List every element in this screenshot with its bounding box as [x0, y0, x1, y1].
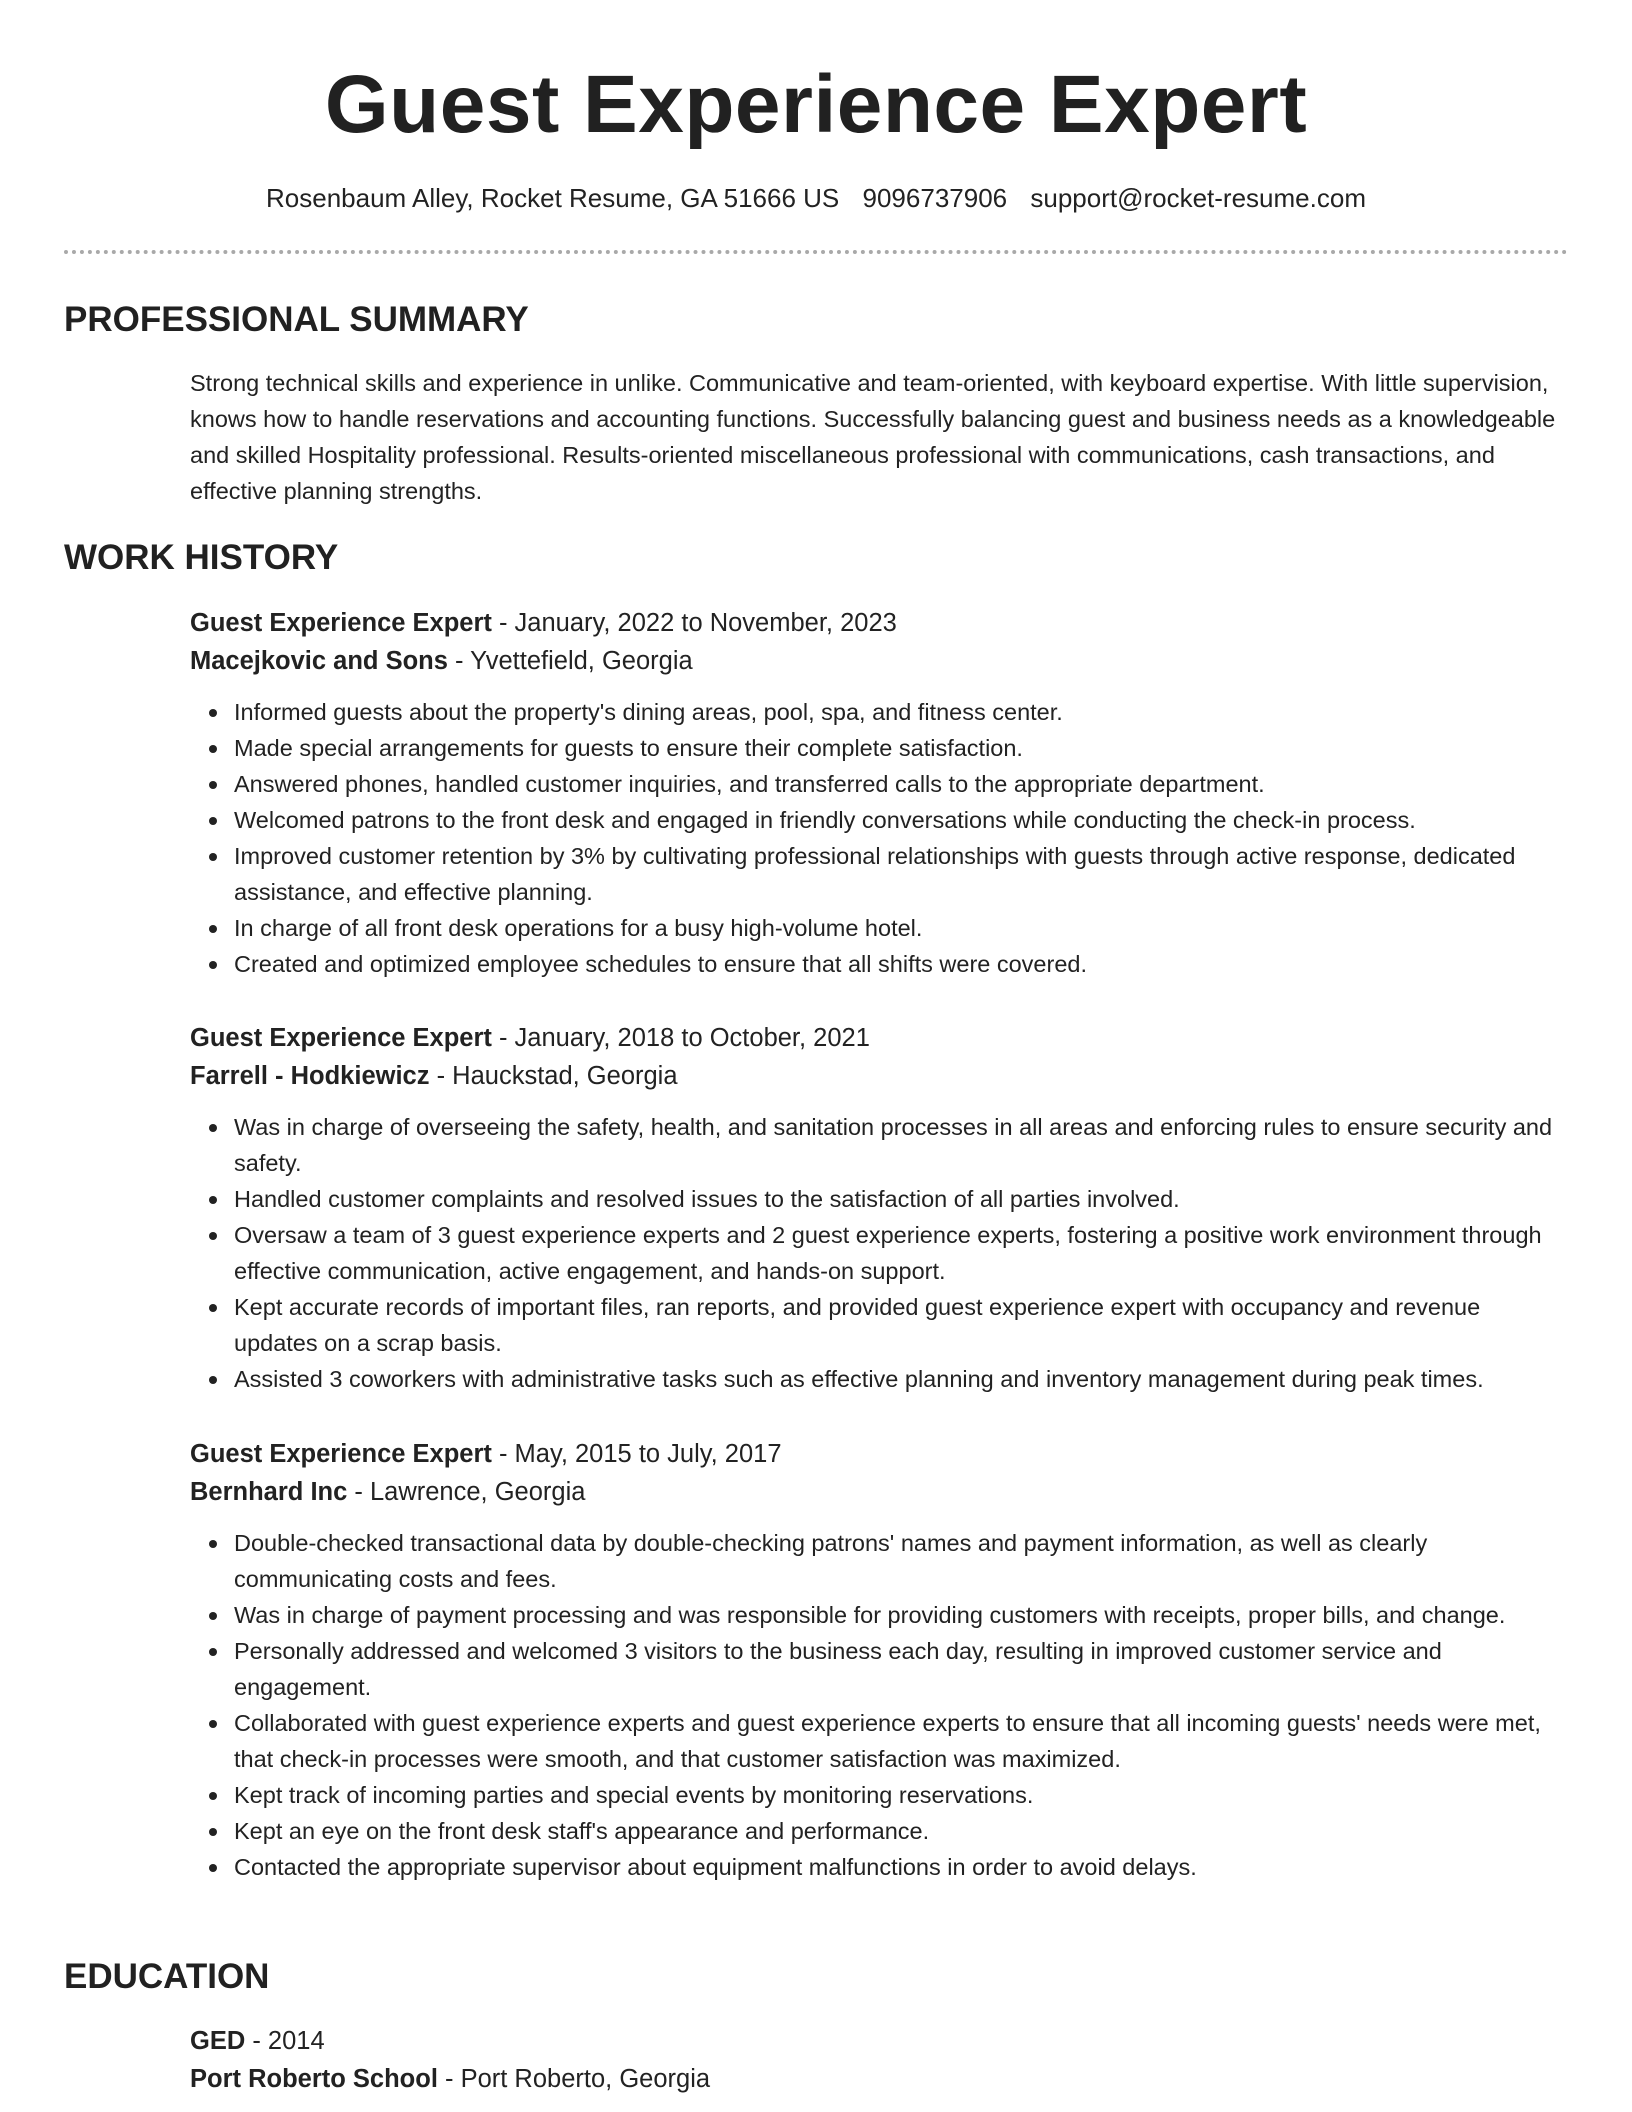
job-duties-list — [190, 694, 1570, 982]
contact-phone: 9096737906 — [862, 183, 1008, 213]
duty-item: Improved customer retention by 3% by cultivating professional relationships with guests through active response, dedicated assistance, and effective planning. — [234, 838, 1570, 910]
candidate-name: Guest Experience Expert — [324, 59, 1308, 150]
job-title-line — [190, 1019, 1570, 1057]
job-location: - Hauckstad, Georgia — [429, 1062, 678, 1090]
duty-item: Made special arrangements for guests to ensure their complete satisfaction. — [234, 730, 1570, 766]
education-degree: GED — [190, 2027, 246, 2055]
education-location: - Port Roberto, Georgia — [437, 2065, 711, 2093]
education-entry — [190, 2022, 1570, 2098]
job-role: Guest Experience Expert — [190, 1440, 492, 1468]
job-company-line — [190, 642, 1570, 680]
duty-item: Answered phones, handled customer inquiries, and transferred calls to the appropriate department. — [234, 766, 1570, 802]
duty-item: Personally addressed and welcomed 3 visitors to the business each day, resulting in improved customer service and engagement. — [234, 1633, 1570, 1705]
job-duties-list — [190, 1109, 1570, 1397]
duty-item: Collaborated with guest experience experts and guest experience experts to ensure that all incoming guests' needs were met, that check-in processes were smooth, and that customer satisfaction was maximized. — [234, 1705, 1570, 1777]
header-divider — [64, 250, 1568, 254]
duty-item: Kept accurate records of important files, ran reports, and provided guest experience expert with occupancy and revenue updates on a scrap basis. — [234, 1289, 1570, 1361]
duty-item: Was in charge of payment processing and was responsible for providing customers with receipts, proper bills, and change. — [234, 1597, 1570, 1633]
duty-item: Oversaw a team of 3 guest experience experts and 2 guest experience experts, fostering a positive work environment through effective communication, active engagement, and hands-on support. — [234, 1217, 1570, 1289]
duty-item: Was in charge of overseeing the safety, health, and sanitation processes in all areas and enforcing rules to ensure security and safety. — [234, 1109, 1570, 1181]
work-history-heading: WORK HISTORY — [64, 538, 339, 577]
duty-item: In charge of all front desk operations for a busy high-volume hotel. — [234, 910, 1570, 946]
duty-item: Created and optimized employee schedules to ensure that all shifts were covered. — [234, 946, 1570, 982]
duty-item: Assisted 3 coworkers with administrative tasks such as effective planning and inventory management during peak times. — [234, 1361, 1570, 1397]
duty-item: Contacted the appropriate supervisor about equipment malfunctions in order to avoid delays. — [234, 1849, 1570, 1885]
job-entry-3 — [190, 1435, 1570, 1885]
duty-item: Handled customer complaints and resolved issues to the satisfaction of all parties involved. — [234, 1181, 1570, 1217]
summary-text: Strong technical skills and experience in unlike. Communicative and team-oriented, with keyboard expertise. With little supervision, knows how to handle reservations and accounting functions. Successfully balancing guest and business needs as a knowledgeable and skilled Hospitality professional. Results-oriented miscellaneous professional with communications, cash transactions, and effective planning strengths. — [190, 370, 1556, 504]
education-school: Port Roberto School — [190, 2065, 438, 2093]
job-dates: - January, 2022 to November, 2023 — [491, 609, 897, 637]
duty-item: Informed guests about the property's dining areas, pool, spa, and fitness center. — [234, 694, 1570, 730]
job-title-line — [190, 604, 1570, 642]
contact-email: support@rocket-resume.com — [1030, 183, 1366, 213]
education-school-line — [190, 2060, 1570, 2098]
education-heading: EDUCATION — [64, 1957, 270, 1996]
education-degree-line — [190, 2022, 1570, 2060]
duty-item: Kept an eye on the front desk staff's appearance and performance. — [234, 1813, 1570, 1849]
job-location: - Lawrence, Georgia — [347, 1478, 586, 1506]
job-entry-1 — [190, 604, 1570, 982]
job-dates: - January, 2018 to October, 2021 — [491, 1024, 870, 1052]
duty-item: Welcomed patrons to the front desk and engaged in friendly conversations while conducting the check-in process. — [234, 802, 1570, 838]
job-duties-list — [190, 1525, 1570, 1885]
job-dates: - May, 2015 to July, 2017 — [491, 1440, 782, 1468]
contact-line — [0, 180, 1632, 216]
job-company: Farrell - Hodkiewicz — [190, 1062, 430, 1090]
job-company: Bernhard Inc — [190, 1478, 348, 1506]
job-company-line — [190, 1473, 1570, 1511]
job-role: Guest Experience Expert — [190, 609, 492, 637]
contact-address: Rosenbaum Alley, Rocket Resume, GA 51666 US — [266, 183, 840, 213]
job-company: Macejkovic and Sons — [190, 647, 448, 675]
job-company-line — [190, 1057, 1570, 1095]
education-year: - 2014 — [245, 2027, 325, 2055]
job-entry-2 — [190, 1019, 1570, 1397]
job-title-line — [190, 1435, 1570, 1473]
job-role: Guest Experience Expert — [190, 1024, 492, 1052]
duty-item: Double-checked transactional data by double-checking patrons' names and payment information, as well as clearly communicating costs and fees. — [234, 1525, 1570, 1597]
job-location: - Yvettefield, Georgia — [447, 647, 693, 675]
duty-item: Kept track of incoming parties and special events by monitoring reservations. — [234, 1777, 1570, 1813]
summary-heading: PROFESSIONAL SUMMARY — [64, 300, 529, 339]
